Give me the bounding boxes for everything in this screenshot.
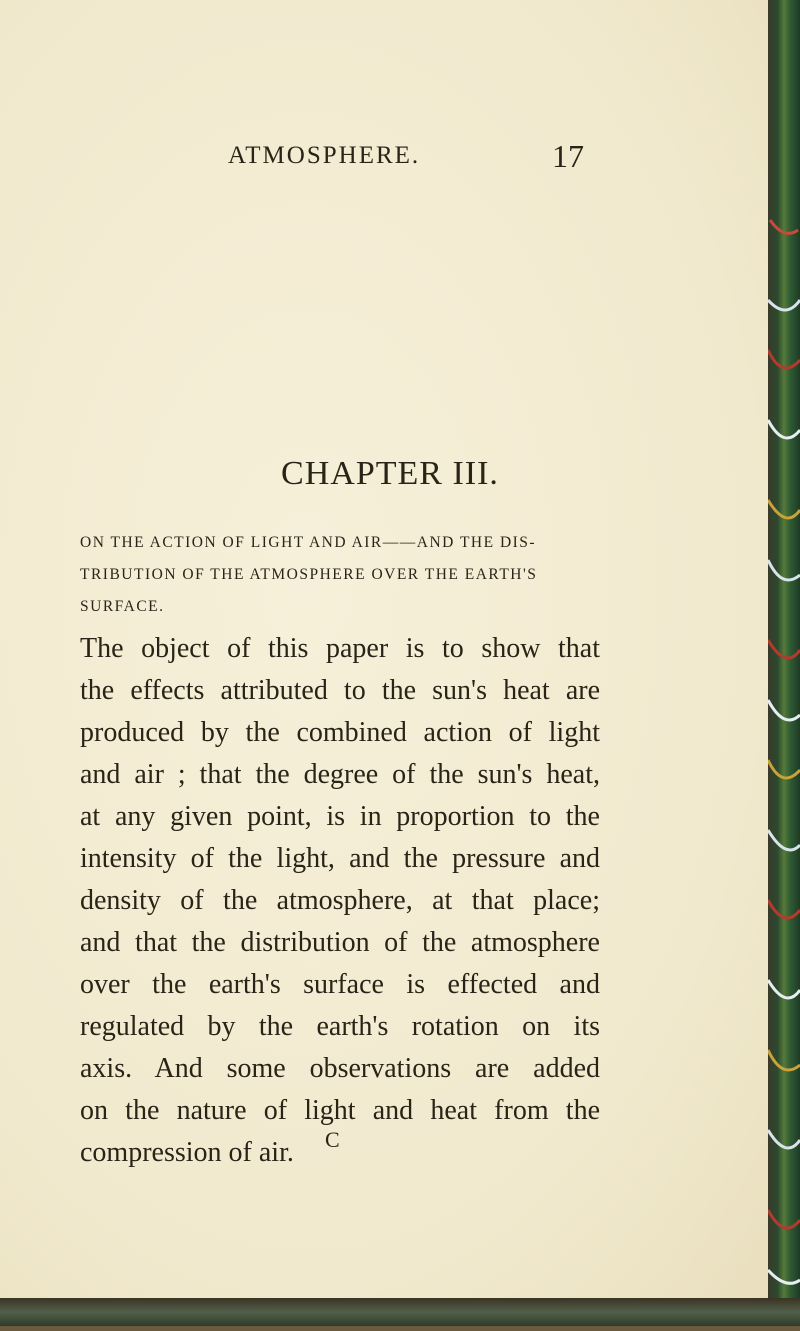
body-line: over the earth's surface is effected and	[80, 969, 600, 1000]
signature-mark: C	[325, 1127, 340, 1152]
marbled-fore-edge	[768, 0, 800, 1326]
summary-line: TRIBUTION OF THE ATMOSPHERE OVER THE EARTH'S	[80, 566, 538, 583]
page-number: 17	[552, 138, 584, 174]
body-line: produced by the combined action of light	[80, 717, 600, 748]
body-line: axis. And some observations are added	[80, 1053, 600, 1084]
body-line: The object of this paper is to show that	[80, 633, 600, 664]
body-line: regulated by the earth's rotation on its	[80, 1011, 600, 1042]
chapter-title: CHAPTER III.	[281, 455, 499, 492]
running-title: ATMOSPHERE.	[228, 142, 421, 169]
marbled-edge-pattern	[768, 0, 800, 1326]
body-paragraph	[80, 628, 600, 1174]
body-line: and that the distribution of the atmosphere	[80, 927, 600, 958]
page-bottom-edge	[0, 1298, 800, 1326]
body-line: compression of air.	[80, 1137, 294, 1168]
body-line: on the nature of light and heat from the	[80, 1095, 600, 1126]
summary-line: SURFACE.	[80, 598, 165, 615]
body-line: the effects attributed to the sun's heat are	[80, 675, 600, 706]
body-line: intensity of the light, and the pressure and	[80, 843, 600, 874]
running-head	[0, 138, 768, 178]
summary-line: ON THE ACTION OF LIGHT AND AIR——AND THE DIS-	[80, 534, 537, 551]
chapter-summary	[80, 527, 600, 623]
body-line: density of the atmosphere, at that place;	[80, 885, 600, 916]
body-line: at any given point, is in proportion to the	[80, 801, 600, 832]
body-line: and air ; that the degree of the sun's heat,	[80, 759, 600, 790]
